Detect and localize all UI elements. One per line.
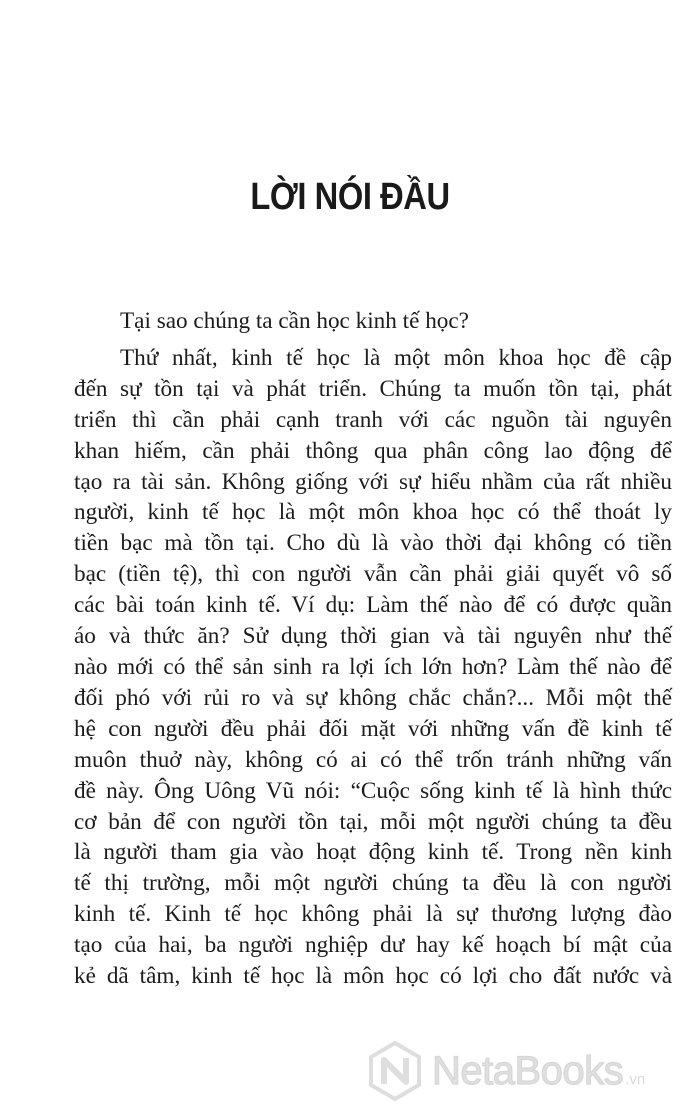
text-line: Thứ nhất, kinh tế học là một môn khoa học đề cập — [120, 344, 672, 371]
text-line: tế thị trường, mỗi một người chúng ta đều là con người — [74, 870, 672, 897]
watermark-suffix: .vn — [625, 1071, 646, 1088]
paragraph-1 — [74, 306, 672, 337]
netabooks-logo-icon — [364, 1040, 426, 1102]
text-line: muôn thuở này, không có ai có thể trốn tránh những vấn — [74, 746, 672, 773]
watermark — [364, 1036, 694, 1106]
watermark-text: NetaBooks — [432, 1049, 624, 1093]
text-line: người, kinh tế học là một môn khoa học có thể thoát ly — [74, 499, 672, 526]
text-line: kinh tế. Kinh tế học không phải là sự thương lượng đào — [74, 901, 672, 928]
text-line: hệ con người đều phải đối mặt với những vấn đề kinh tế — [74, 715, 672, 742]
text-line: bạc (tiền tệ), thì con người vẫn cần phải giải quyết vô số — [74, 561, 672, 588]
text-line: đến sự tồn tại và phát triển. Chúng ta muốn tồn tại, phát — [74, 375, 672, 402]
text-line: tiền bạc mà tồn tại. Cho dù là vào thời đại không có tiền — [74, 530, 672, 557]
text-line: Tại sao chúng ta cần học kinh tế học? — [120, 308, 469, 334]
text-line: đối phó với rủi ro và sự không chắc chắn?... Mỗi một thế — [74, 684, 672, 711]
text-line: áo và thức ăn? Sử dụng thời gian và tài nguyên như thế — [74, 623, 672, 650]
text-line: triển thì cần phải cạnh tranh với các nguồn tài nguyên — [74, 406, 672, 433]
text-line: khan hiếm, cần phải thông qua phân công lao động để — [74, 437, 672, 464]
text-line: các bài toán kinh tế. Ví dụ: Làm thế nào để có được quần — [74, 592, 672, 619]
chapter-title: LỜI NÓI ĐẦU — [250, 176, 450, 218]
text-line: kẻ dã tâm, kinh tế học là môn học có lợi cho đất nước và — [74, 963, 672, 990]
text-line: cơ bản để con người tồn tại, mỗi một người chúng ta đều — [74, 808, 672, 835]
paragraph-2 — [74, 343, 672, 992]
text-line: nào mới có thể sản sinh ra lợi ích lớn hơn? Làm thế nào để — [74, 653, 672, 680]
text-line: tạo của hai, ba người nghiệp dư hay kế hoạch bí mật của — [74, 932, 672, 959]
text-line: đề này. Ông Uông Vũ nói: “Cuộc sống kinh tế là hình thức — [74, 777, 672, 804]
text-line: tạo ra tài sản. Không giống với sự hiểu nhầm của rất nhiều — [74, 468, 672, 495]
body-text — [74, 306, 672, 992]
text-line: là người tham gia vào hoạt động kinh tế. Trong nền kinh — [74, 839, 672, 866]
